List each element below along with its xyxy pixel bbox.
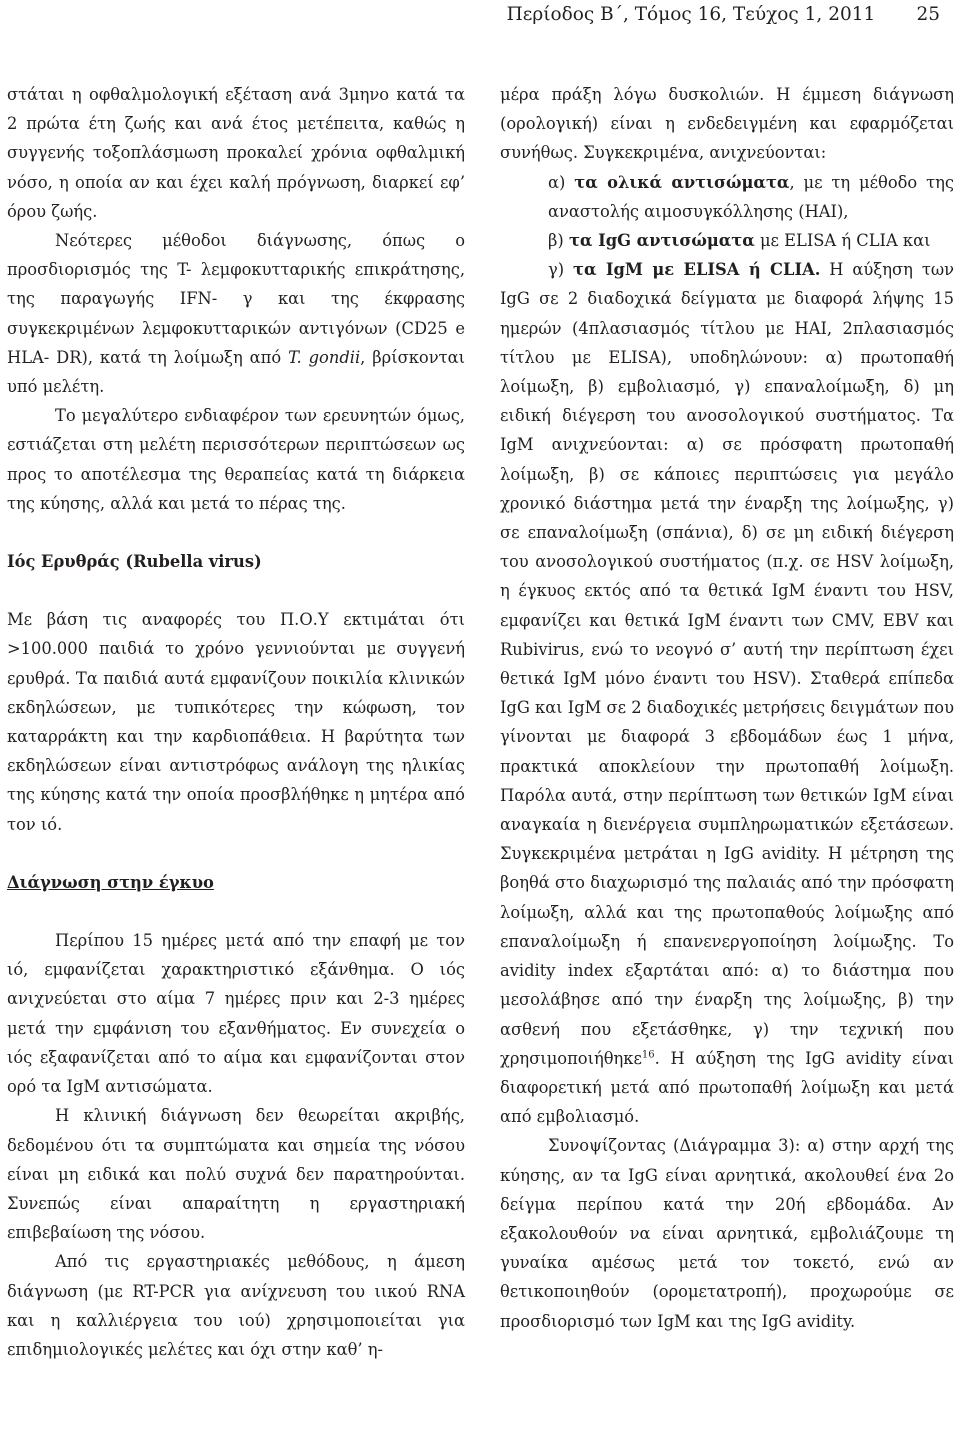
list-item	[500, 168, 954, 226]
list-item	[500, 226, 954, 255]
paragraph: Συνοψίζοντας (Διάγραμμα 3): α) στην αρχή της κύησης, αν τα IgG είναι αρνητικά, ακολουθεί ένα 2ο δείγμα περίπου κατά την 20ή εβδομάδα. Αν εξακολουθούν να είναι αρνητικά, εμβολιάζουμε τη γυναίκα αμέσως μετά τον τοκετό, ενώ αν θετικοποιηθούν (ορομετατροπή), προχωρούμε σε προσδιορισμό των IgM και της IgG avidity.	[500, 1136, 954, 1331]
section-heading: Διάγνωση στην έγκυο	[7, 872, 214, 892]
text-run: , βρίσκονται υπό μελέτη.	[7, 347, 465, 397]
section-heading: Ιός Ερυθράς (Rubella virus)	[7, 552, 262, 572]
text-run: Η αύξηση των IgG σε 2 διαδοχικά δείγματα με διαφορά λήψης 15 ημερών (4πλασιασμός τίτλου με HAI, 2πλασιασμός τίτλου με ELISA), υποδηλώνουν: α) πρωτοπαθή λοίμωξη, β) εμβολιασμό, γ) επαναλοίμωξη, δ) μη ειδική διέγερση του ανοσολογικού συστήματος. Τα IgM ανιχνεύονται: α) σε πρόσφατη πρωτοπαθή λοίμωξη, β) σε κάποιες περιπτώσεις για μεγάλο χρονικό διάστημα μετά την έναρξη της λοίμωξης, γ) σε επαναλοίμωξη (σπάνια), δ) σε μη ειδική διέγερση του ανοσολογικού συστήματος (π.χ. σε HSV λοίμωξη, η έγκυος εκτός από τα θετικά IgM έναντι του HSV, εμφανίζει και θετικά IgM έναντι των CMV, EBV και Rubivirus, ενώ το νεογνό σ’ αυτή την περίπτωση έχει θετικά IgM μόνο έναντι του HSV). Σταθερά επίπεδα IgG και IgM σε 2 διαδοχικές μετρήσεις δειγμάτων που γίνονται με διαφορά 3 εβδομάδων έως 1 μήνα, πρακτικά αποκλείουν την πρωτοπαθή λοίμωξη. Παρόλα αυτά, στην περίπτωση των θετικών IgM είναι αναγκαία η διενέργεια συμπληρωματικών εξετάσεων. Συγκεκριμένα μετράται η IgG avidity. Η μέτρηση της βοηθά στο διαχωρισμό της παλαιάς από την πρόσφατη λοίμωξη, αλλά και της πρωτοπαθούς λοίμωξης από επαναλοίμωξη ή επανενεργοποίηση λοίμωξης. Το avidity index εξαρτάται από: α) το διάστημα που μεσολάβησε από την έναρξη της λοίμωξης, β) την ασθενή που εξετάσθηκε, γ) την τεχνική που χρησιμοποιήθηκε	[500, 260, 954, 1068]
citation-ref: 16	[641, 1049, 655, 1061]
paragraph: Με βάση τις αναφορές του Π.Ο.Υ εκτιμάται ότι >100.000 παιδιά το χρόνο γεννιούνται με συγγενή ερυθρά. Τα παιδιά αυτά εμφανίζουν ποικιλία κλινικών εκδηλώσεων, με τυπικότερες την κώφωση, τον καταρράκτη και την καρδιοπάθεια. Η βαρύτητα των εκδηλώσεων είναι αντιστρόφως ανάλογη της ηλικίας της κύησης κατά την οποία προσβλήθηκε η μητέρα από τον ιό.	[7, 610, 465, 834]
paragraph: Από τις εργαστηριακές μεθόδους, η άμεση διάγνωση (με RT-PCR για ανίχνευση του ιικού RNA και η καλλιέργεια του ιού) χρησιμοποιείται για επιδημιολογικές μελέτες και όχι στην καθ’ η-	[7, 1252, 465, 1359]
bold-term: τα IgG αντισώματα	[568, 231, 755, 251]
text-run: , με τη μέθοδο της αναστολής αιμοσυγκόλλησης (HAI),	[548, 172, 954, 221]
paragraph	[500, 255, 954, 1131]
text-run: με ELISA ή CLIA και	[754, 231, 931, 251]
journal-info: Περίοδος Β΄, Τόμος 16, Τεύχος 1, 2011	[506, 4, 876, 25]
bold-term: τα IgM με ELISA ή CLIA.	[573, 260, 821, 280]
species-name: T. gondii	[288, 347, 361, 367]
text-run: . Η αύξηση της IgG avidity είναι διαφορετική μετά από πρωτοπαθή λοίμωξη και μετά από εμβολιασμό.	[500, 1048, 954, 1127]
right-column	[500, 80, 954, 1336]
paragraph: μέρα πράξη λόγω δυσκολιών. Η έμμεση διάγνωση (ορολογική) είναι η ενδεδειγμένη και εφαρμόζεται συνήθως. Συγκεκριμένα, ανιχνεύονται:	[500, 85, 954, 163]
text-run: β)	[548, 231, 569, 251]
text-run: Νεότερες μέθοδοι διάγνωσης, όπως ο προσδιορισμός της T- λεμφοκυτταρικής επικράτησης, της παραγωγής IFN- γ και της έκφρασης συγκεκριμένων λεμφοκυτταρικών αντιγόνων (CD25 e HLA- DR), κατά τη λοίμωξη από	[7, 231, 465, 367]
paragraph	[7, 226, 465, 401]
paragraph: στάται η οφθαλμολογική εξέταση ανά 3μηνο κατά τα 2 πρώτα έτη ζωής και ανά έτος μετέπειτα, καθώς η συγγενής τοξοπλάσμωση προκαλεί χρόνια οφθαλμική νόσο, η οποία αν και έχει καλή πρόγνωση, διαρκεί εφ’ όρου ζωής.	[7, 85, 465, 221]
paragraph: Περίπου 15 ημέρες μετά από την επαφή με τον ιό, εμφανίζεται χαρακτηριστικό εξάνθημα. Ο ιός ανιχνεύεται στο αίμα 7 ημέρες πριν και 2-3 ημέρες μετά την εμφάνιση του εξανθήματος. Εν συνεχεία ο ιός εξαφανίζεται από το αίμα και εμφανίζονται στον ορό τα IgM αντισώματα.	[7, 931, 465, 1097]
running-header	[507, 4, 940, 25]
left-column	[7, 80, 465, 1364]
text-run: γ)	[548, 260, 573, 280]
page-number: 25	[916, 4, 940, 25]
bold-term: τα ολικά αντισώματα	[574, 172, 790, 192]
text-run: α)	[548, 172, 575, 192]
paragraph: Το μεγαλύτερο ενδιαφέρον των ερευνητών όμως, εστιάζεται στη μελέτη περισσότερων περιπτώσεων ως προς το αποτέλεσμα της θεραπείας κατά τη διάρκεια της κύησης, αλλά και μετά το πέρας της.	[7, 406, 465, 513]
paragraph: Η κλινική διάγνωση δεν θεωρείται ακριβής, δεδομένου ότι τα συμπτώματα και σημεία της νόσου είναι μη ειδικά και πολύ συχνά δεν παρατηρούνται. Συνεπώς είναι απαραίτητη η εργαστηριακή επιβεβαίωση της νόσου.	[7, 1106, 465, 1243]
